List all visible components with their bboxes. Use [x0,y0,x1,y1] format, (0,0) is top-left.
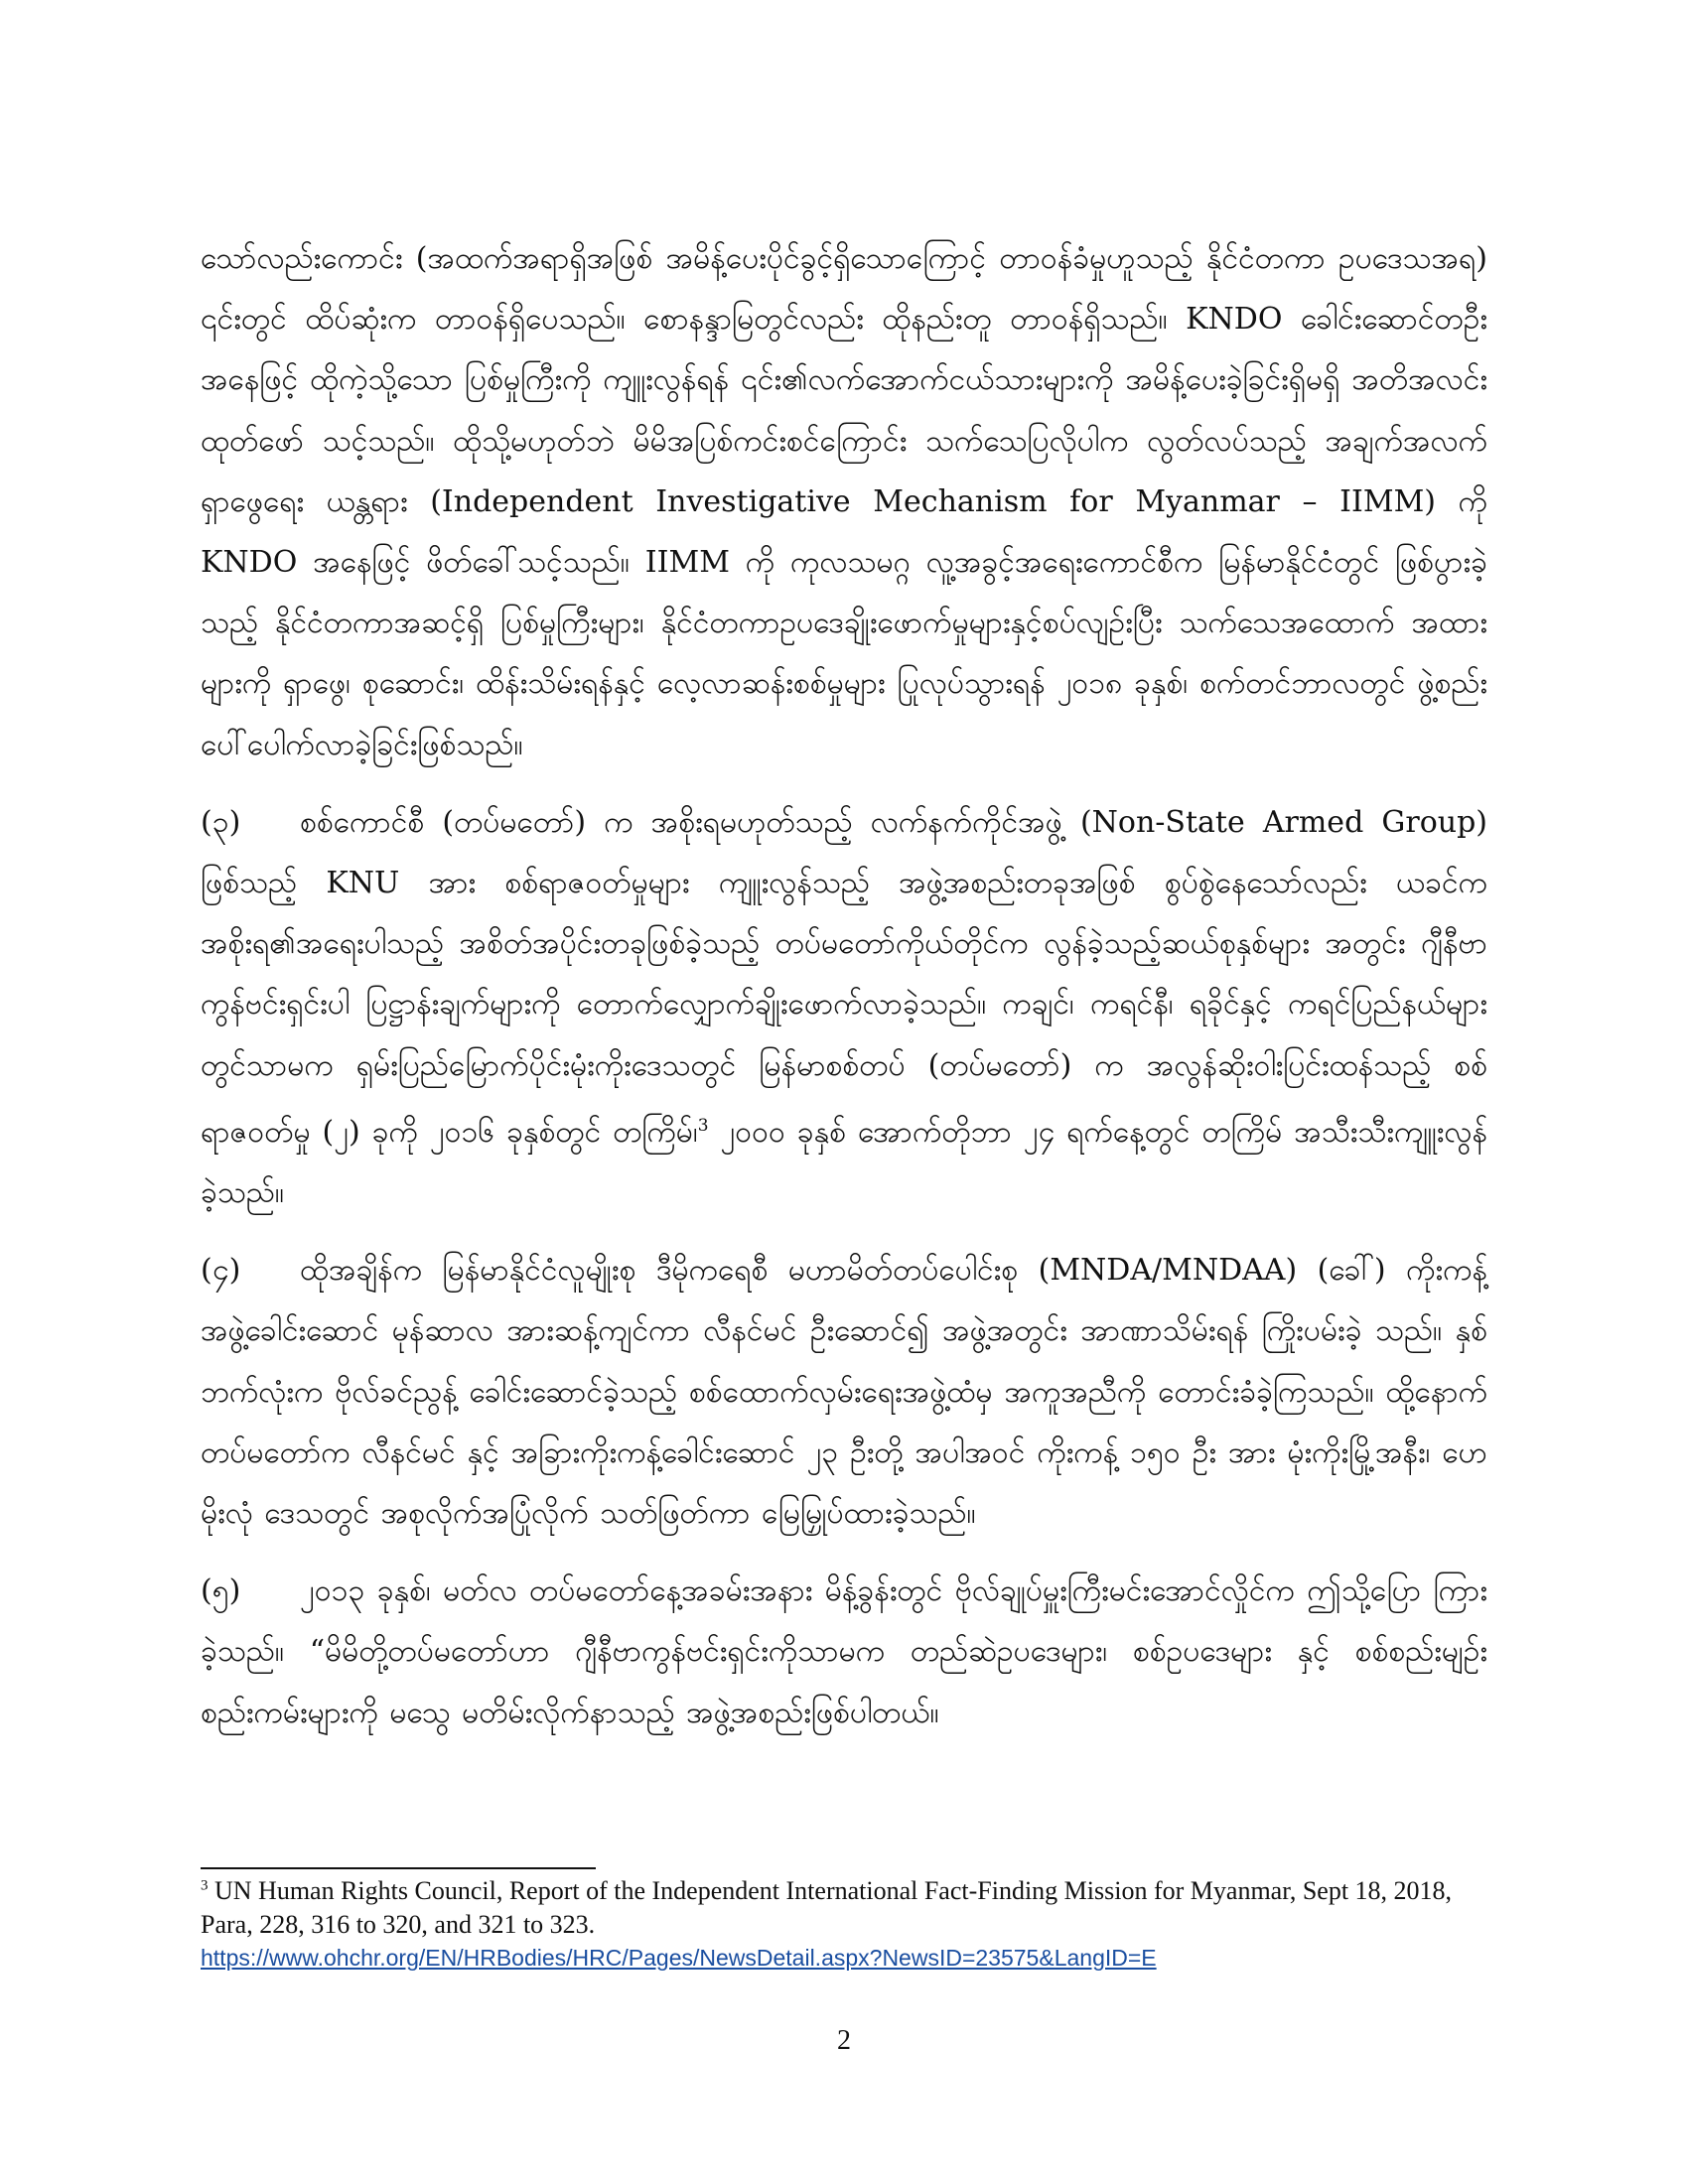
paragraph-text: ၂၀၁၃ ခုနှစ်၊ မတ်လ တပ်မတော်နေ့အခမ်းအနား မိန့်ခွန်းတွင် ဗိုလ်ချုပ်မှူးကြီးမင်းအောင်လှိုင်က ဤသို့ပြော ကြားခဲ့သည်။ “မိမိတို့တပ်မတော်ဟာ ဂျီနီဗာကွန်ဗင်းရှင်းကိုသာမက တည်ဆဲဥပဒေများ၊ စစ်ဥပဒေများ နှင့် စစ်စည်းမျဉ်းစည်းကမ်းများကို မသွေ မတိမ်းလိုက်နာသည့် အဖွဲ့အစည်းဖြစ်ပါတယ်။ [201,1573,1487,1730]
footnote-separator [201,1867,596,1869]
paragraph-number: (၃) [201,804,241,840]
paragraph-number: (၅) [201,1573,241,1609]
document-body [201,228,1487,1760]
paragraph-4 [201,1240,1487,1544]
paragraph-text-tail: ၂၀၀၀ ခုနှစ် အောက်တိုဘာ ၂၄ ရက်နေ့တွင် တကြိမ် အသီးသီးကျူးလွန်ခဲ့သည်။ [201,1114,1487,1211]
footnote [201,1874,1487,1974]
footnote-reference[interactable]: 3 [697,1115,709,1136]
page-number: 2 [837,2025,851,2056]
paragraph-text: စစ်ကောင်စီ (တပ်မတော်) က အစိုးရမဟုတ်သည့် လက်နက်ကိုင်အဖွဲ့ (Non-State Armed Group) ဖြစ်သည့် KNU အား စစ်ရာဇဝတ်မှုများ ကျူးလွန်သည့် အဖွဲ့အစည်းတခုအဖြစ် စွပ်စွဲနေသော်လည်း ယခင်က အစိုးရ၏အရေးပါသည့် အစိတ်အပိုင်းတခုဖြစ်ခဲ့သည့် တပ်မတော်ကိုယ်တိုင်က လွန်ခဲ့သည့်ဆယ်စုနှစ်များ အတွင်း ဂျီနီဗာကွန်ဗင်းရှင်းပါ ပြဋ္ဌာန်းချက်များကို တောက်လျှောက်ချိုးဖောက်လာခဲ့သည်။ ကချင်၊ ကရင်နီ၊ ရခိုင်နှင့် ကရင်ပြည်နယ်များတွင်သာမက ရှမ်းပြည်မြောက်ပိုင်းမုံးကိုးဒေသတွင် မြန်မာစစ်တပ် (တပ်မတော်) က အလွန်ဆိုးဝါးပြင်းထန်သည့် စစ်ရာဇဝတ်မှု (၂) ခုကို ၂၀၁၆ ခုနှစ်တွင် တကြိမ်၊ [201,804,1487,1150]
paragraph-text: ထိုအချိန်က မြန်မာနိုင်ငံလူမျိုးစု ဒီမိုကရေစီ မဟာမိတ်တပ်ပေါင်းစု (MNDA/MNDAA) (ခေါ်) ကိုးကန့် အဖွဲ့ခေါင်းဆောင် မုန်ဆာလ အားဆန့်ကျင်ကာ လီနင်မင် ဦးဆောင်၍ အဖွဲ့အတွင်း အာဏာသိမ်းရန် ကြိုးပမ်းခဲ့ သည်။ နှစ်ဘက်လုံးက ဗိုလ်ခင်ညွန့် ခေါင်းဆောင်ခဲ့သည့် စစ်ထောက်လှမ်းရေးအဖွဲ့ထံမှ အကူအညီကို တောင်းခံခဲ့ကြသည်။ ထို့နောက် တပ်မတော်က လီနင်မင် နှင့် အခြားကိုးကန့်ခေါင်းဆောင် ၂၃ ဦးတို့ အပါအဝင် ကိုးကန့် ၁၅၀ ဦး အား မုံးကိုးမြို့အနီး၊ ဟေမိုးလုံ ဒေသတွင် အစုလိုက်အပြုံလိုက် သတ်ဖြတ်ကာ မြေမြှုပ်ထားခဲ့သည်။ [201,1253,1487,1532]
paragraph-text: သော်လည်းကောင်း (အထက်အရာရှိအဖြစ် အမိန့်ပေးပိုင်ခွင့်ရှိသောကြောင့် တာဝန်ခံမှုဟူသည့် နိုင်ငံတကာ ဥပဒေသအရ) ၎င်းတွင် ထိပ်ဆုံးက တာဝန်ရှိပေသည်။ စောနန္ဒာမြတွင်လည်း ထိုနည်းတူ တာဝန်ရှိသည်။ KNDO ခေါင်းဆောင်တဦးအနေဖြင့် ထိုကဲ့သို့သော ပြစ်မှုကြီးကို ကျူးလွန်ရန် ၎င်း၏လက်အောက်ငယ်သားများကို အမိန့်ပေးခဲ့ခြင်းရှိမရှိ အတိအလင်းထုတ်ဖော် သင့်သည်။ ထိုသို့မဟုတ်ဘဲ မိမိအပြစ်ကင်းစင်ကြောင်း သက်သေပြလိုပါက လွတ်လပ်သည့် အချက်အလက်ရှာဖွေရေး ယန္တရား (Independent Investigative Mechanism for Myanmar – IIMM) ကို KNDO အနေဖြင့် ဖိတ်ခေါ်သင့်သည်။ IIMM ကို ကုလသမဂ္ဂ လူ့အခွင့်အရေးကောင်စီက မြန်မာနိုင်ငံတွင် ဖြစ်ပွားခဲ့သည့် နိုင်ငံတကာအဆင့်ရှိ ပြစ်မှုကြီးများ၊ နိုင်ငံတကာဥပဒေချိုးဖောက်မှုများနှင့်စပ်လျဉ်းပြီး သက်သေအထောက် အထားများကို ရှာဖွေ၊ စုဆောင်း၊ ထိန်းသိမ်းရန်နှင့် လေ့လာဆန်းစစ်မှုများ ပြုလုပ်သွားရန် ၂၀၁၈ ခုနှစ်၊ စက်တင်ဘာလတွင် ဖွဲ့စည်းပေါ်ပေါက်လာခဲ့ခြင်းဖြစ်သည်။ [201,241,1487,762]
footnote-link[interactable]: https://www.ohchr.org/EN/HRBodies/HRC/Pages/NewsDetail.aspx?NewsID=23575&LangID=E [201,1945,1157,1971]
footnote-marker: 3 [201,1877,209,1894]
paragraph-number: (၄) [201,1253,241,1289]
paragraph-3 [201,792,1487,1223]
footnote-text-block [201,1874,1487,1942]
paragraph-continued [201,228,1487,775]
footnote-text: UN Human Rights Council, Report of the Independent International Fact-Finding Mission for Myanmar, Sept 18, 2018, Para, 228, 316 to 320, and 321 to 323. [201,1876,1453,1939]
paragraph-5 [201,1561,1487,1743]
